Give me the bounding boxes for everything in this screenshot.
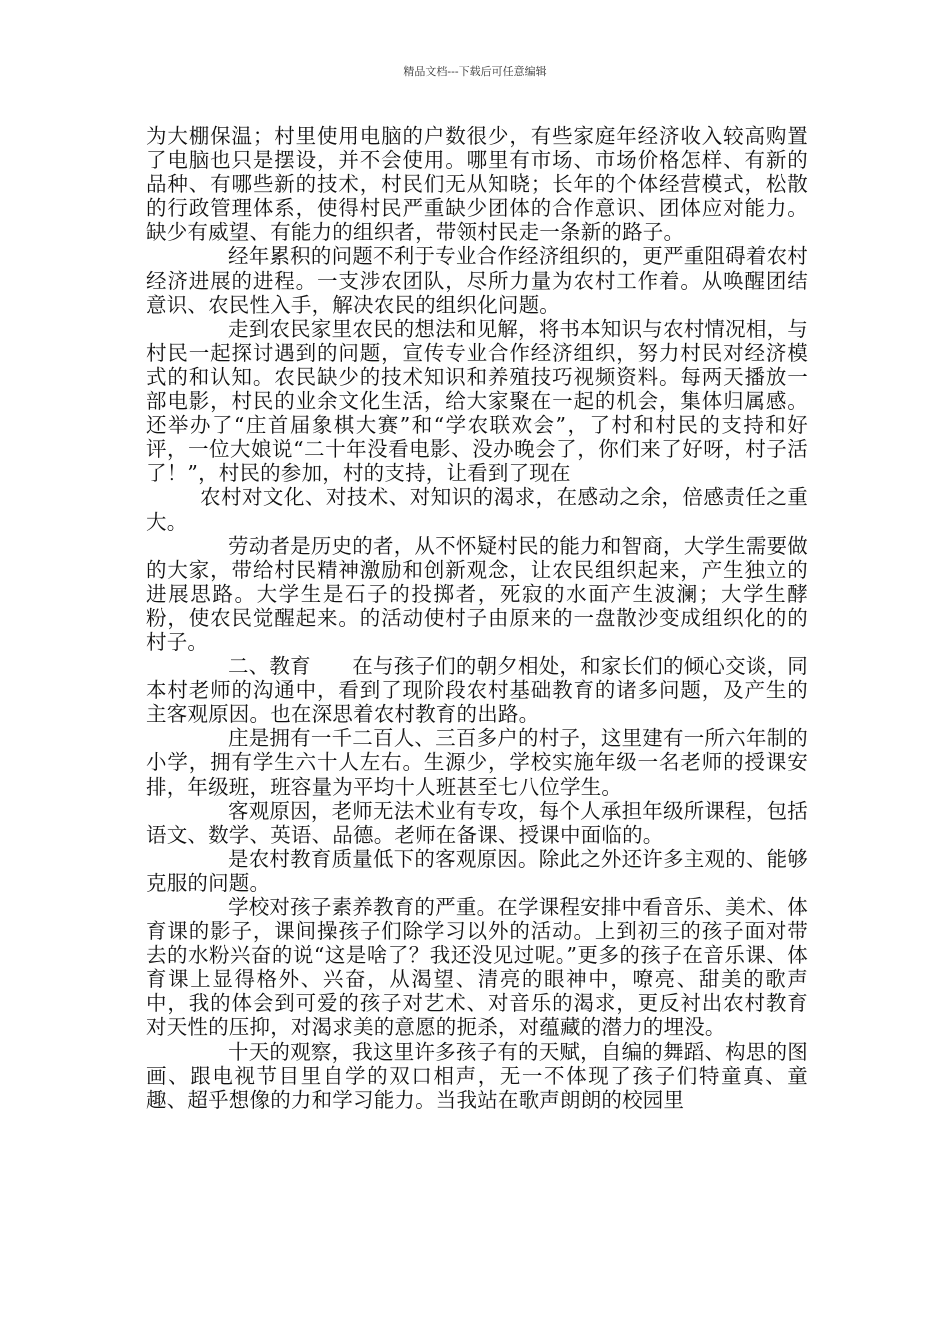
paragraph-7: 庄是拥有一千二百人、三百多户的村子，这里建有一所六年制的小学，拥有学生六十人左右。生源少，学校实施年级一名老师的授课安排，年级班，班容量为平均十人班甚至七八位学生。 bbox=[146, 726, 808, 799]
paragraph-5: 劳动者是历史的者，从不怀疑村民的能力和智商，大学生需要做的大家，带给村民精神激励和创新观念，让农民组织起来，产生独立的进展思路。大学生是石子的投掷者，死寂的水面产生波澜；大学生酵粉，使农民觉醒起来。的活动使村子由原来的一盘散沙变成组织化的的村子。 bbox=[146, 533, 808, 654]
document-body bbox=[146, 124, 808, 1112]
paragraph-11: 十天的观察，我这里许多孩子有的天赋，自编的舞蹈、构思的图画、跟电视节目里自学的双口相声，无一不体现了孩子们特童真、童趣、超乎想像的力和学习能力。当我站在歌声朗朗的校园里 bbox=[146, 1039, 808, 1112]
paragraph-1: 为大棚保温；村里使用电脑的户数很少，有些家庭年经济收入较高购置了电脑也只是摆设，并不会使用。哪里有市场、市场价格怎样、有新的品种、有哪些新的技术，村民们无从知晓；长年的个体经营模式，松散的行政管理体系，使得村民严重缺少团体的合作意识、团体应对能力。缺少有威望、有能力的组织者，带领村民走一条新的路子。 bbox=[146, 124, 808, 245]
paragraph-9: 是农村教育质量低下的客观原因。除此之外还许多主观的、能够克服的问题。 bbox=[146, 846, 808, 895]
paragraph-10: 学校对孩子素养教育的严重。在学课程安排中看音乐、美术、体育课的影子，课间操孩子们除学习以外的活动。上到初三的孩子面对带去的水粉兴奋的说“这是啥了？我还没见过呢。”更多的孩子在音乐课、体育课上显得格外、兴奋，从渴望、清亮的眼神中，嘹亮、甜美的歌声中，我的体会到可爱的孩子对艺术、对音乐的渴求，更反衬出农村教育对天性的压抑，对渴求美的意愿的扼杀，对蕴藏的潜力的埋没。 bbox=[146, 895, 808, 1040]
paragraph-8: 客观原因，老师无法术业有专攻，每个人承担年级所课程，包括语文、数学、英语、品德。老师在备课、授课中面临的。 bbox=[146, 798, 808, 847]
page-header: 精品文档---下载后可任意编辑 bbox=[403, 65, 547, 78]
paragraph-2: 经年累积的问题不利于专业合作经济组织的，更严重阻碍着农村经济进展的进程。一支涉农团队，尽所力量为农村工作着。从唤醒团结意识、农民性入手，解决农民的组织化问题。 bbox=[146, 244, 808, 317]
paragraph-4: 农村对文化、对技术、对知识的渴求，在感动之余，倍感责任之重大。 bbox=[146, 485, 808, 534]
paragraph-3: 走到农民家里农民的想法和见解，将书本知识与农村情况相，与村民一起探讨遇到的问题，宣传专业合作经济组织，努力村民对经济模式的和认知。农民缺少的技术知识和养殖技巧视频资料。每两天播放一部电影，村民的业余文化生活，给大家聚在一起的机会，集体归属感。还举办了“庄首届象棋大赛”和“学农联欢会”，了村和村民的支持和好评，一位大娘说“二十年没看电影、没办晚会了，你们来了好呀，村子活了！”，村民的参加，村的支持，让看到了现在 bbox=[146, 316, 808, 486]
paragraph-6: 二、教育 在与孩子们的朝夕相处，和家长们的倾心交谈，同本村老师的沟通中，看到了现阶段农村基础教育的诸多问题，及产生的主客观原因。也在深思着农村教育的出路。 bbox=[146, 654, 808, 727]
